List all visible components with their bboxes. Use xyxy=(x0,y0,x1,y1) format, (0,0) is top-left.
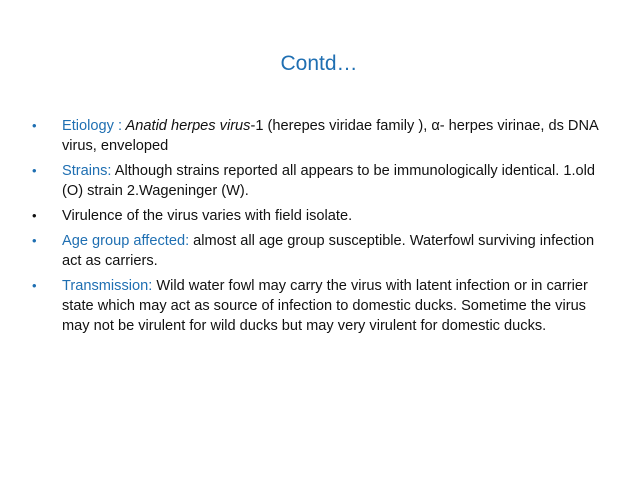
bullet-text: -1 (herepes viridae family ), α- herpes virinae, ds DNA virus, enveloped xyxy=(62,118,598,154)
bullet-label: Transmission: xyxy=(62,278,153,294)
bullet-label: Strains: xyxy=(62,163,112,179)
bullet-italic-text: Anatid herpes virus xyxy=(122,118,251,134)
bullet-list xyxy=(32,116,612,341)
bullet-marker: • xyxy=(32,208,37,223)
bullet-transmission xyxy=(32,276,612,336)
bullet-marker: • xyxy=(32,118,37,133)
bullet-strains xyxy=(32,161,612,201)
bullet-etiology xyxy=(32,116,612,156)
bullet-marker: • xyxy=(32,163,37,178)
bullet-virulence xyxy=(32,206,612,226)
bullet-marker: • xyxy=(32,278,37,293)
slide-title: Contd… xyxy=(280,52,358,75)
bullet-age-group xyxy=(32,231,612,271)
bullet-marker: • xyxy=(32,233,37,248)
bullet-label: Age group affected: xyxy=(62,233,190,249)
bullet-text: almost all age group susceptible. Waterfowl surviving infection act as carriers. xyxy=(62,233,595,269)
bullet-text: Wild water fowl may carry the virus with latent infection or in carrier state which may act as source of infection to domestic ducks. Sometime the virus may not be virulent for wild ducks but may very virulent for domestic ducks. xyxy=(62,278,588,334)
bullet-text: Virulence of the virus varies with field isolate. xyxy=(62,208,353,224)
bullet-text: Although strains reported all appears to be immunologically identical. 1.old (O) strain 2.Wageninger (W). xyxy=(62,163,595,199)
bullet-label: Etiology : xyxy=(62,118,123,134)
